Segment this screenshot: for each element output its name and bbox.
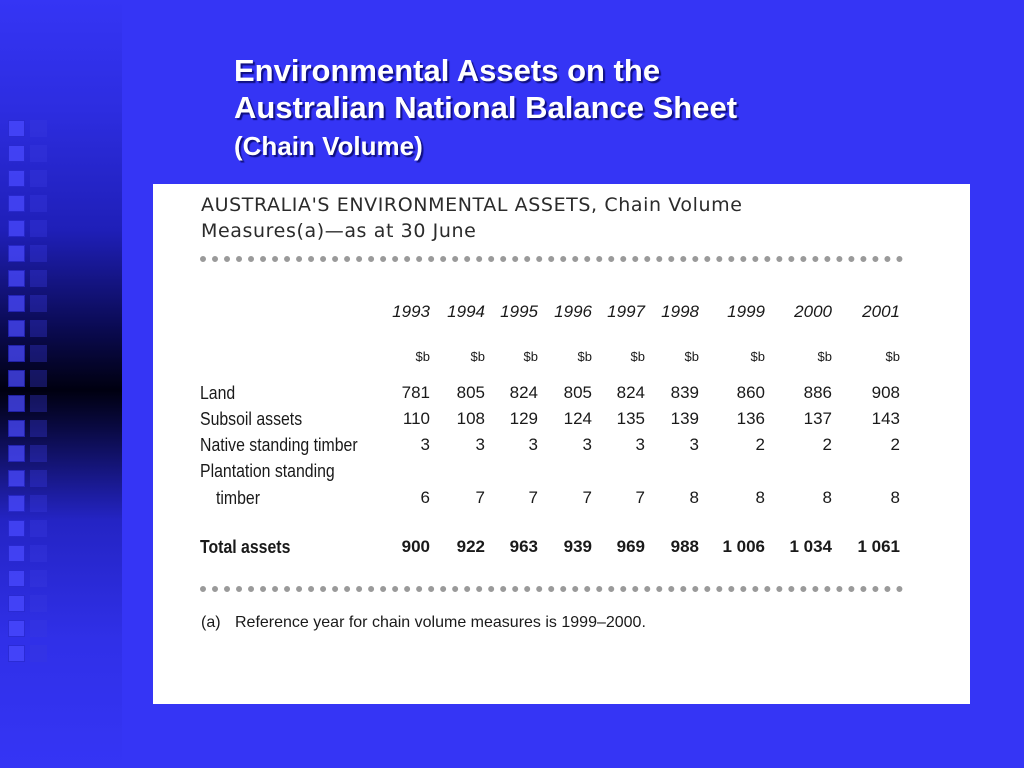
value-cell: 886 xyxy=(803,383,832,402)
decorative-square xyxy=(30,645,47,662)
decorative-square xyxy=(30,170,47,187)
table-row-native-timber xyxy=(200,432,903,458)
value-cell: 8 xyxy=(822,488,832,507)
row-label: Land xyxy=(200,383,236,403)
unit-cell: $b xyxy=(523,349,538,364)
decorative-square xyxy=(30,545,47,562)
value-cell: 3 xyxy=(635,435,645,454)
footnote-mark: (a) xyxy=(201,614,221,631)
value-cell: 908 xyxy=(871,383,900,402)
row-label: Plantation standing xyxy=(200,461,335,481)
table-heading-line-2: Measures(a)—as at 30 June xyxy=(201,220,477,242)
decorative-square xyxy=(8,545,25,562)
unit-cell: $b xyxy=(817,349,832,364)
slide-title-line-1: Environmental Assets on the xyxy=(234,53,661,88)
total-value-cell: 1 006 xyxy=(722,537,765,556)
value-cell: 805 xyxy=(456,383,485,402)
total-value-cell: 963 xyxy=(509,537,538,556)
decorative-square xyxy=(8,320,25,337)
value-cell: 824 xyxy=(509,383,538,402)
decorative-square xyxy=(8,620,25,637)
value-cell: 135 xyxy=(616,409,645,428)
row-label: Native standing timber xyxy=(200,435,358,455)
value-cell: 805 xyxy=(563,383,592,402)
value-cell: 8 xyxy=(755,488,765,507)
value-cell: 7 xyxy=(635,488,645,507)
decorative-square xyxy=(8,370,25,387)
total-label: Total assets xyxy=(200,537,291,557)
total-value-cell: 1 061 xyxy=(857,537,900,556)
decorative-square xyxy=(8,570,25,587)
value-cell: 2 xyxy=(890,435,900,454)
value-cell: 3 xyxy=(420,435,430,454)
value-cell: 2 xyxy=(755,435,765,454)
total-value-cell: 969 xyxy=(616,537,645,556)
value-cell: 110 xyxy=(402,409,430,428)
slide-title-line-2: Australian National Balance Sheet xyxy=(234,90,738,125)
decorative-square xyxy=(8,445,25,462)
value-cell: 839 xyxy=(670,383,699,402)
value-cell: 3 xyxy=(475,435,485,454)
decorative-square xyxy=(30,520,47,537)
value-cell: 108 xyxy=(456,409,485,428)
unit-cell: $b xyxy=(885,349,900,364)
year-header-cell: 2000 xyxy=(794,302,832,321)
unit-cell: $b xyxy=(415,349,430,364)
decorative-square xyxy=(30,320,47,337)
total-value-cell: 1 034 xyxy=(789,537,832,556)
total-value-cell: 988 xyxy=(670,537,699,556)
table-row-land xyxy=(200,380,903,406)
decorative-square xyxy=(30,420,47,437)
year-header-cell: 1995 xyxy=(500,302,538,321)
table-row-plantation-label xyxy=(200,458,903,484)
value-cell: 143 xyxy=(871,409,900,428)
decorative-square xyxy=(8,295,25,312)
decorative-square xyxy=(8,195,25,212)
footnote xyxy=(201,612,646,634)
left-square-pattern xyxy=(8,120,26,670)
value-cell: 3 xyxy=(528,435,538,454)
value-cell: 7 xyxy=(528,488,538,507)
value-cell: 781 xyxy=(401,383,430,402)
value-cell: 124 xyxy=(563,409,592,428)
decorative-square xyxy=(8,270,25,287)
table-image-panel xyxy=(153,184,970,704)
year-header-cell: 1993 xyxy=(392,302,430,321)
footnote-text: Reference year for chain volume measures is 1999–2000. xyxy=(235,614,646,631)
decorative-square xyxy=(30,120,47,137)
value-cell: 139 xyxy=(670,409,699,428)
decorative-square xyxy=(30,470,47,487)
decorative-square xyxy=(8,420,25,437)
value-cell: 7 xyxy=(475,488,485,507)
value-cell: 137 xyxy=(803,409,832,428)
unit-cell: $b xyxy=(470,349,485,364)
decorative-square xyxy=(8,120,25,137)
year-header-cell: 1997 xyxy=(607,302,645,321)
value-cell: 3 xyxy=(582,435,592,454)
decorative-square xyxy=(8,495,25,512)
decorative-square xyxy=(30,595,47,612)
year-header-cell: 1999 xyxy=(727,302,765,321)
value-cell: 6 xyxy=(420,488,430,507)
value-cell: 2 xyxy=(822,435,832,454)
left-square-pattern-faint xyxy=(30,120,48,670)
value-cell: 7 xyxy=(582,488,592,507)
year-header-cell: 1998 xyxy=(661,302,699,321)
table-row-total xyxy=(200,534,903,560)
table-heading-line-1: AUSTRALIA'S ENVIRONMENTAL ASSETS, Chain Volume xyxy=(201,194,743,216)
year-header-cell: 1996 xyxy=(554,302,592,321)
unit-cell: $b xyxy=(577,349,592,364)
year-header-row xyxy=(200,299,903,325)
value-cell: 824 xyxy=(616,383,645,402)
total-value-cell: 922 xyxy=(456,537,485,556)
dotted-rule-top xyxy=(200,256,903,262)
decorative-square xyxy=(8,595,25,612)
unit-row xyxy=(200,344,903,370)
slide-title xyxy=(234,52,737,126)
decorative-square xyxy=(30,245,47,262)
decorative-square xyxy=(8,145,25,162)
dotted-rule-bottom xyxy=(200,586,903,592)
unit-cell: $b xyxy=(630,349,645,364)
value-cell: 8 xyxy=(890,488,900,507)
decorative-square xyxy=(30,145,47,162)
value-cell: 860 xyxy=(736,383,765,402)
row-label-continued: timber xyxy=(216,488,261,508)
decorative-square xyxy=(30,395,47,412)
table-row-plantation-timber xyxy=(200,485,903,511)
decorative-square xyxy=(30,570,47,587)
table-row-subsoil xyxy=(200,406,903,432)
value-cell: 129 xyxy=(509,409,538,428)
slide-subtitle: (Chain Volume) xyxy=(234,131,423,161)
unit-cell: $b xyxy=(750,349,765,364)
decorative-square xyxy=(8,170,25,187)
decorative-square xyxy=(8,395,25,412)
unit-cell: $b xyxy=(684,349,699,364)
decorative-square xyxy=(30,495,47,512)
decorative-square xyxy=(30,220,47,237)
total-value-cell: 939 xyxy=(563,537,592,556)
decorative-square xyxy=(8,345,25,362)
decorative-square xyxy=(30,370,47,387)
value-cell: 3 xyxy=(689,435,699,454)
decorative-square xyxy=(30,345,47,362)
decorative-square xyxy=(30,620,47,637)
value-cell: 136 xyxy=(736,409,765,428)
decorative-square xyxy=(30,270,47,287)
decorative-square xyxy=(8,470,25,487)
decorative-square xyxy=(30,295,47,312)
table-heading xyxy=(201,192,743,244)
total-value-cell: 900 xyxy=(401,537,430,556)
decorative-square xyxy=(8,645,25,662)
value-cell: 8 xyxy=(689,488,699,507)
decorative-square xyxy=(8,520,25,537)
year-header-cell: 1994 xyxy=(447,302,485,321)
year-header-cell: 2001 xyxy=(862,302,900,321)
decorative-square xyxy=(30,195,47,212)
decorative-square xyxy=(30,445,47,462)
decorative-square xyxy=(8,245,25,262)
decorative-square xyxy=(8,220,25,237)
row-label: Subsoil assets xyxy=(200,409,303,429)
